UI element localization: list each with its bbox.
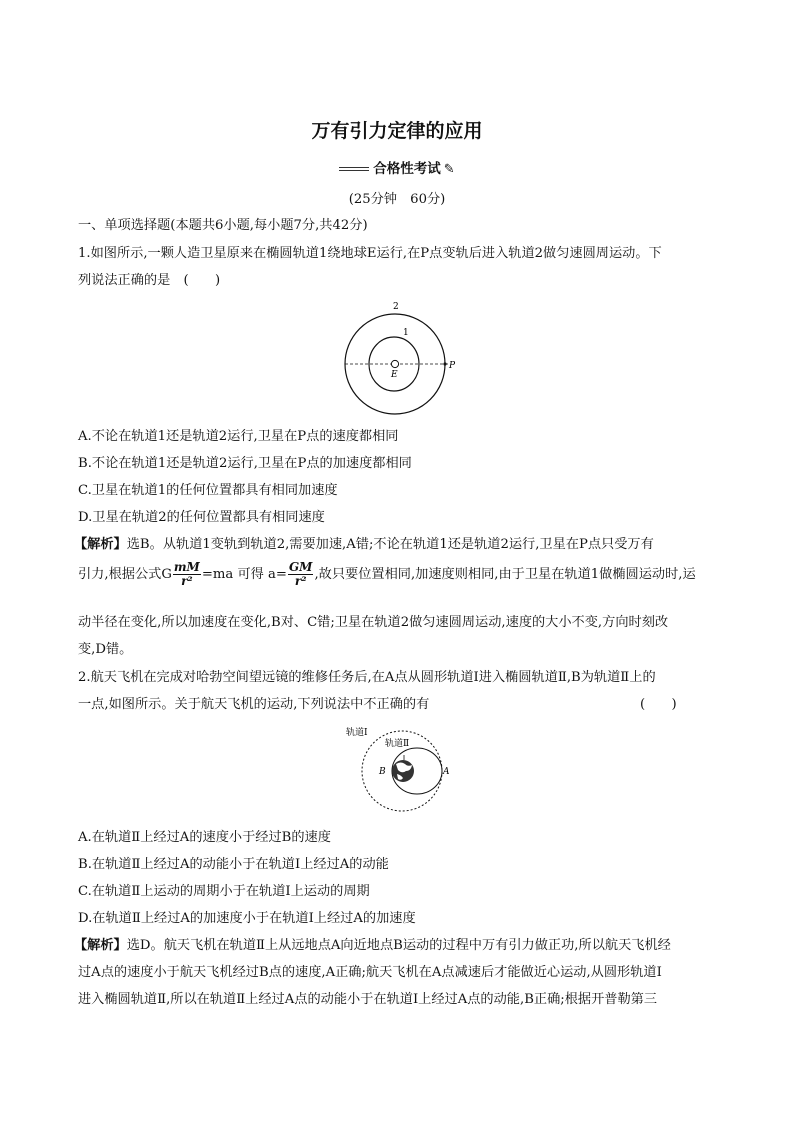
q2-answer-bracket: ( ) [640,697,677,712]
q2-option-d: D.在轨道Ⅱ上经过A的加速度小于在轨道Ⅰ上经过A的加速度 [78,911,416,926]
earth-label: E [391,370,398,380]
fraction-denominator: r² [294,574,307,588]
q2-option-a: A.在轨道Ⅱ上经过A的速度小于经过B的速度 [78,830,331,845]
q1-analysis-line3: 动半径在变化,所以加速度在变化,B对、C错;卫星在轨道2做匀速圆周运动,速度的大小不变,方向时刻改 [78,615,669,630]
q2-analysis-text1: 选D。航天飞机在轨道Ⅱ上从远地点A向近地点B运动的过程中万有引力做正功,所以航天飞机经 [126,938,671,953]
orbit1-label: 1 [403,328,409,338]
q1-analysis-line2 [78,560,696,590]
earth-marker [391,360,398,367]
q1-option-b: B.不论在轨道1还是轨道2运行,卫星在P点的加速度都相同 [78,456,412,471]
q1-stem-line2: 列说法正确的是 ( ) [78,273,221,288]
analysis-tag: 【解析】 [74,537,127,552]
section-label [0,157,794,177]
q1-option-d: D.卫星在轨道2的任何位置都具有相同速度 [78,510,325,525]
q2-stem-line2: 一点,如图所示。关于航天飞机的运动,下列说法中不正确的有 [78,697,430,712]
q2-analysis-line3: 进入椭圆轨道Ⅱ,所以在轨道Ⅱ上经过A点的动能小于在轨道Ⅰ上经过A点的动能,B正确;根据开普勒第三 [78,992,658,1007]
q1-option-c: C.卫星在轨道1的任何位置都具有相同加速度 [78,483,338,498]
section-label-text: 合格性考试 [373,161,441,177]
pen-icon: ✎ [443,162,455,177]
fraction-denominator: r² [181,574,193,588]
q1-orbit-figure [336,296,466,418]
formula-fraction-acceleration [288,561,314,588]
part1-heading: 一、单项选择题(本题共6小题,每小题7分,共42分) [78,218,368,233]
point-a-label: A [443,767,450,777]
orbit1-label: 轨道Ⅰ [346,728,368,738]
analysis-tag: 【解析】 [74,938,127,953]
q2-option-c: C.在轨道Ⅱ上运动的周期小于在轨道Ⅰ上运动的周期 [78,884,370,899]
fraction-numerator: mM [173,560,200,574]
q1-analysis-text2a: 引力,根据公式G [78,567,172,582]
point-p-marker [443,362,446,365]
q1-option-a: A.不论在轨道1还是轨道2运行,卫星在P点的速度都相同 [78,429,399,444]
q1-analysis-text1: 选B。从轨道1变轨到轨道2,需要加速,A错;不论在轨道1还是轨道2运行,卫星在P点只受万有 [126,537,654,552]
orbit2-label: 2 [393,302,399,312]
time-info: (25分钟 60分) [348,192,446,207]
q1-analysis-line4: 变,D错。 [78,642,133,657]
formula-fraction-gravity [173,561,201,588]
q2-analysis-line2: 过A点的速度小于航天飞机经过B点的速度,A正确;航天飞机在A点减速后才能做近心运动,从圆形轨道Ⅰ [78,965,662,980]
point-b-label: B [379,767,386,777]
section-rule-decoration [339,167,369,171]
q1-analysis-line1 [74,536,654,554]
orbit2-label: 轨道Ⅱ [385,739,410,749]
q2-stem-line1: 2.航天飞机在完成对哈勃空间望远镜的维修任务后,在A点从圆形轨道Ⅰ进入椭圆轨道Ⅱ,B为轨道Ⅱ上的 [78,670,656,685]
q1-stem-line1: 1.如图所示,一颗人造卫星原来在椭圆轨道1绕地球E运行,在P点变轨后进入轨道2做匀速圆周运动。下 [78,246,662,261]
q2-orbit-figure [344,722,462,820]
q1-analysis-text2c: ,故只要位置相同,加速度则相同,由于卫星在轨道1做椭圆运动时,运 [314,567,696,582]
q2-option-b: B.在轨道Ⅱ上经过A的动能小于在轨道Ⅰ上经过A的动能 [78,857,389,872]
point-p-label: P [449,361,456,371]
q2-analysis-line1 [74,937,671,955]
q1-analysis-text2b: =ma 可得 a= [201,567,287,582]
fraction-numerator: GM [288,560,313,574]
page-title: 万有引力定律的应用 [311,120,483,142]
